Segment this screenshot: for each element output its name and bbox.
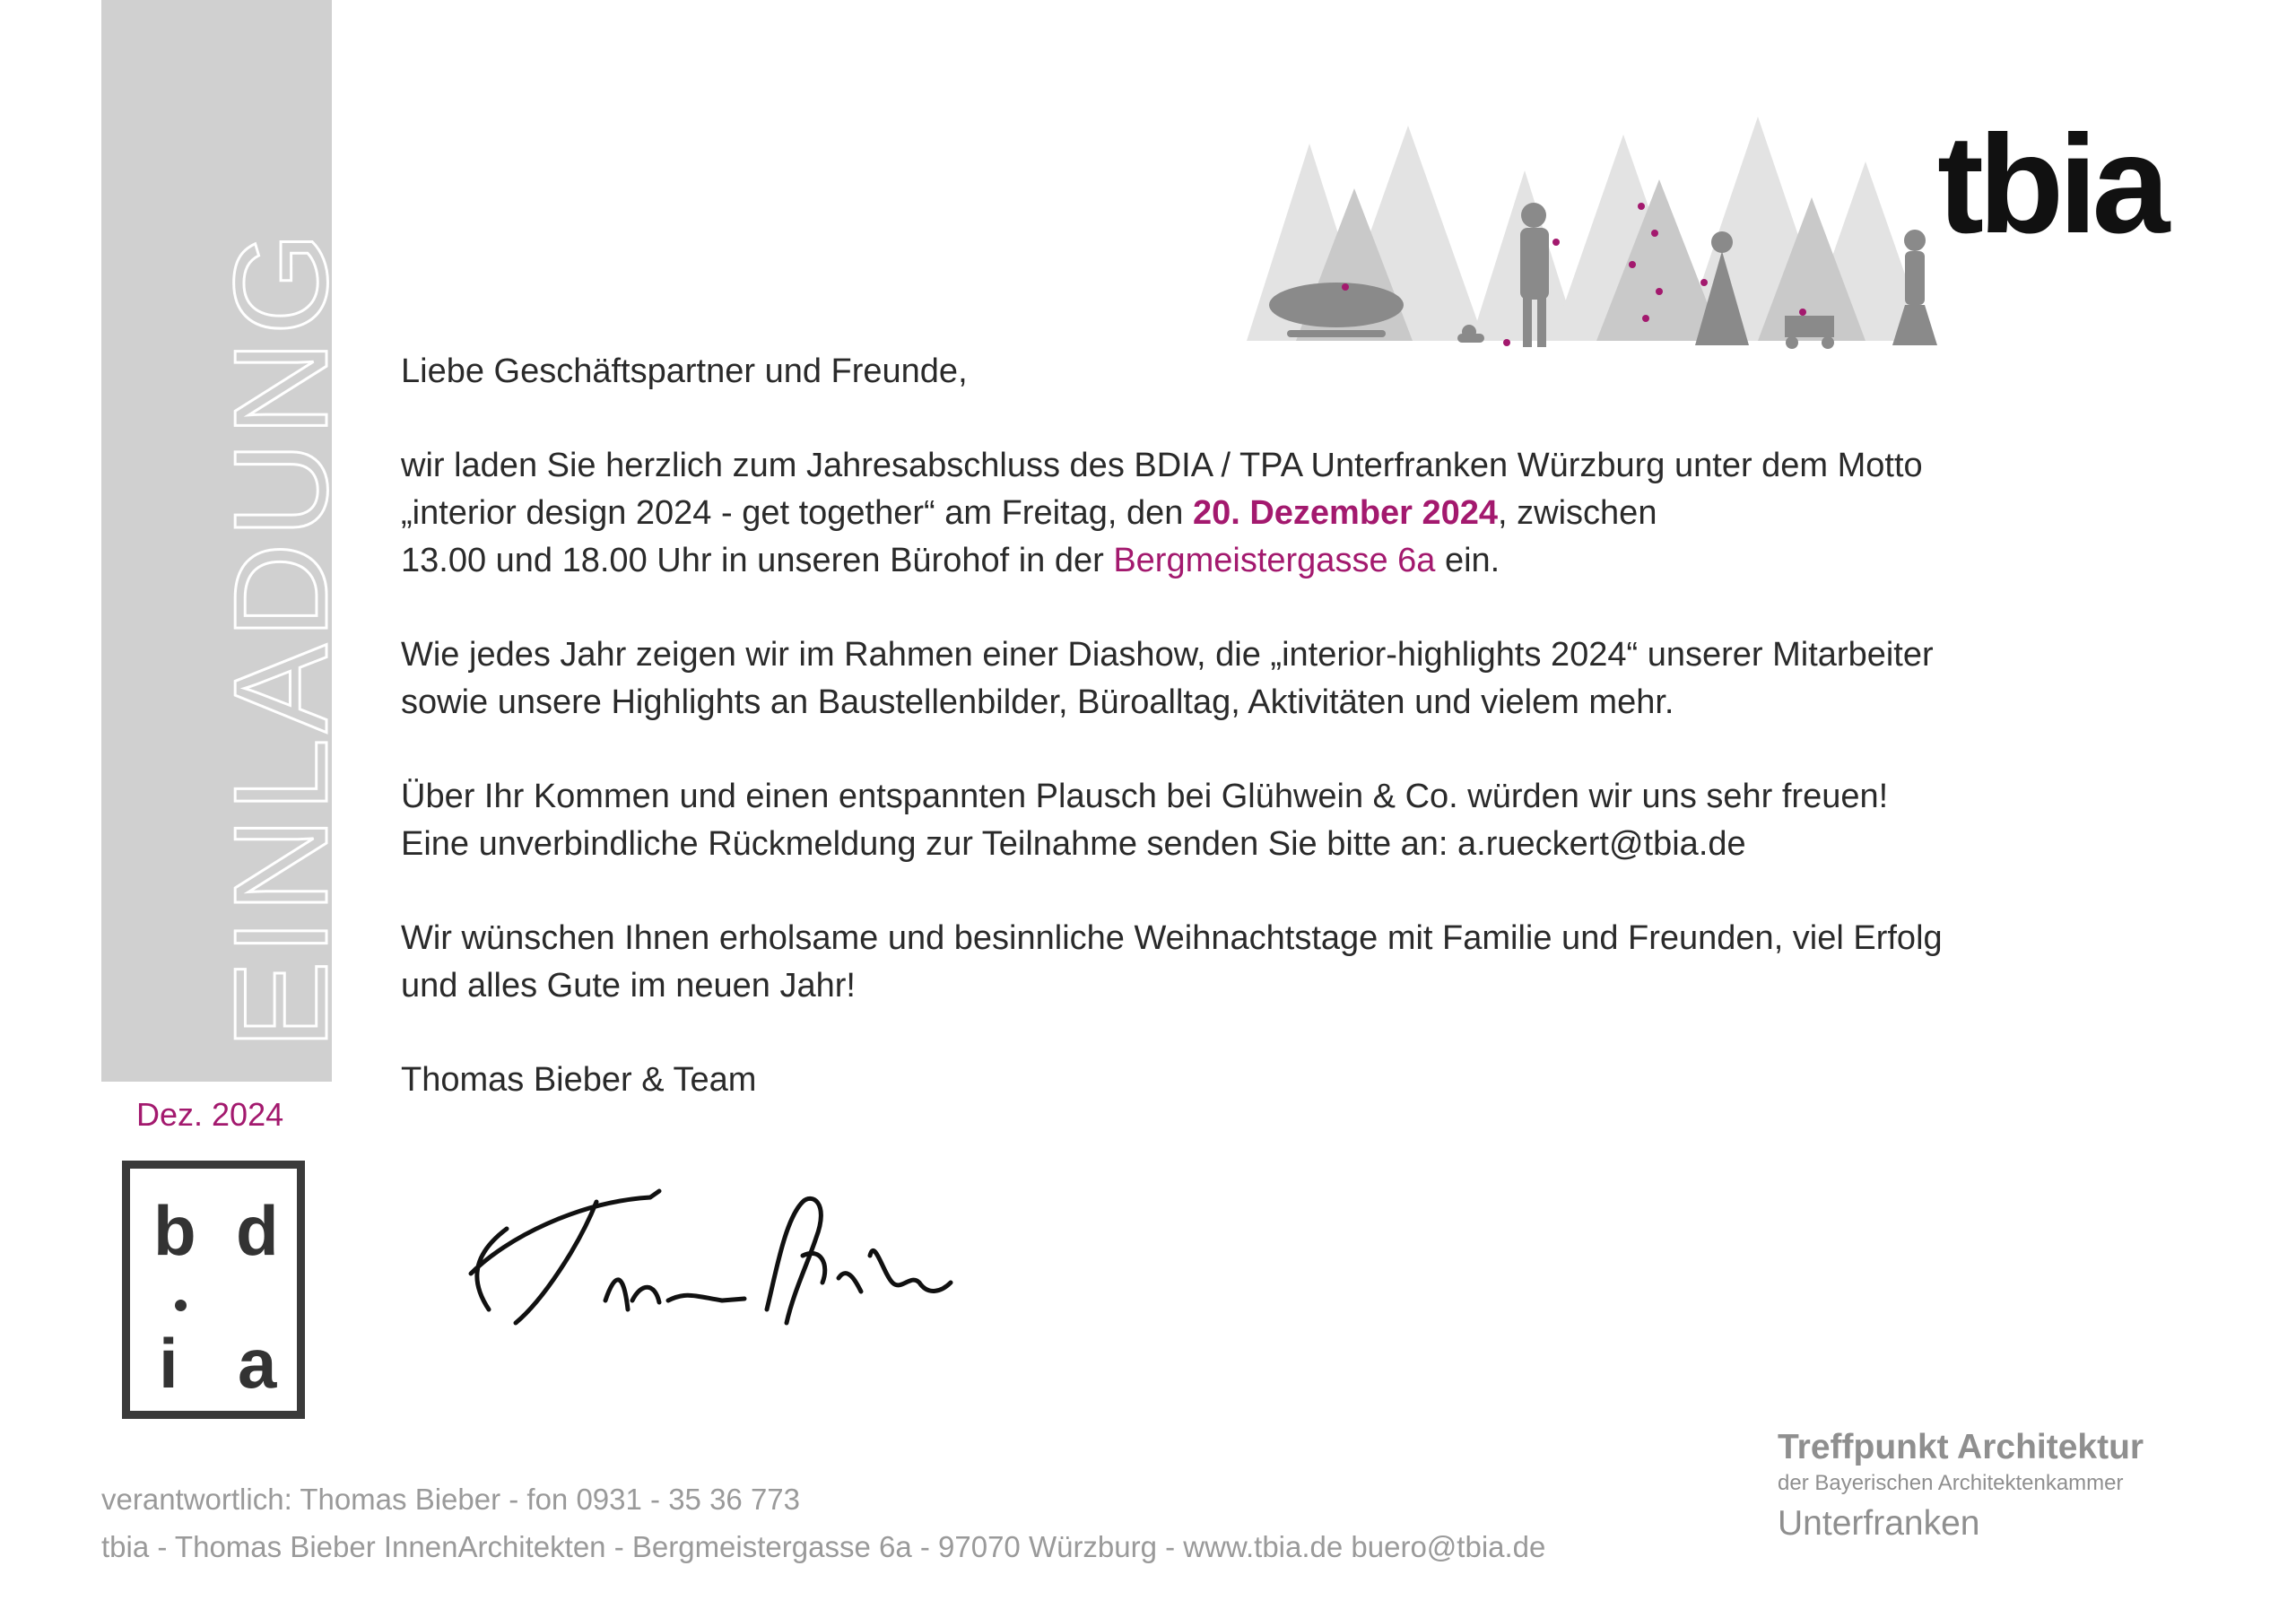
handwritten-signature	[453, 1166, 969, 1354]
partner-title: Treffpunkt Architektur	[1778, 1428, 2144, 1466]
paragraph-diashow: Wie jedes Jahr zeigen wir im Rahmen einer Diashow, die „interior-highlights 2024“ unserer Mitarbeiter sowie unsere Highlights an Baustellenbilder, Büroalltag, Aktivitäten und vielem mehr.	[401, 636, 1934, 721]
partner-region: Unterfranken	[1778, 1504, 1980, 1543]
invitation-letter	[401, 348, 2204, 1151]
greeting: Liebe Geschäftspartner und Freunde,	[401, 352, 968, 390]
footer-responsible: verantwortlich: Thomas Bieber - fon 0931 - 35 36 773	[101, 1483, 800, 1516]
tbia-logo: tbia	[1937, 107, 2165, 263]
winter-forest-illustration	[1238, 108, 1973, 368]
paragraph-wishes: Wir wünschen Ihnen erholsame und besinnliche Weihnachtstage mit Familie und Freunden, viel Erfolg und alles Gute im neuen Jahr!	[401, 919, 1943, 1005]
event-address: Bergmeistergasse 6a	[1113, 542, 1436, 579]
partner-subtitle: der Bayerischen Architektenkammer	[1778, 1471, 2124, 1495]
invitation-date: Dez. 2024	[136, 1096, 284, 1133]
event-date: 20. Dezember 2024	[1192, 494, 1499, 532]
paragraph-rsvp: Über Ihr Kommen und einen entspannten Plausch bei Glühwein & Co. würden wir uns sehr freuen! Eine unverbindliche Rückmeldung zur Teilnahme senden Sie bitte an: a.rueckert@tbia.de	[401, 778, 1889, 863]
footer	[101, 1475, 1545, 1570]
bdia-logo-dot	[175, 1300, 187, 1311]
footer-address: tbia - Thomas Bieber InnenArchitekten - Bergmeistergasse 6a - 97070 Würzburg - www.tbia.de buero@tbia.de	[101, 1530, 1546, 1563]
bdia-logo: b d i a	[122, 1161, 305, 1419]
paragraph-event: wir laden Sie herzlich zum Jahresabschluss des BDIA / TPA Unterfranken Würzburg unter dem Motto „interior design 2024 - get together“ am Freitag, den 20. Dezember 2024, zwischen 13.00 und 18.00 Uhr in unseren Bürohof in der Bergmeistergasse 6a ein.	[401, 447, 1923, 579]
closing: Thomas Bieber & Team	[401, 1061, 757, 1099]
invitation-vertical-title: EINLADUNG	[207, 226, 355, 1049]
partner-logo	[1778, 1426, 2144, 1550]
